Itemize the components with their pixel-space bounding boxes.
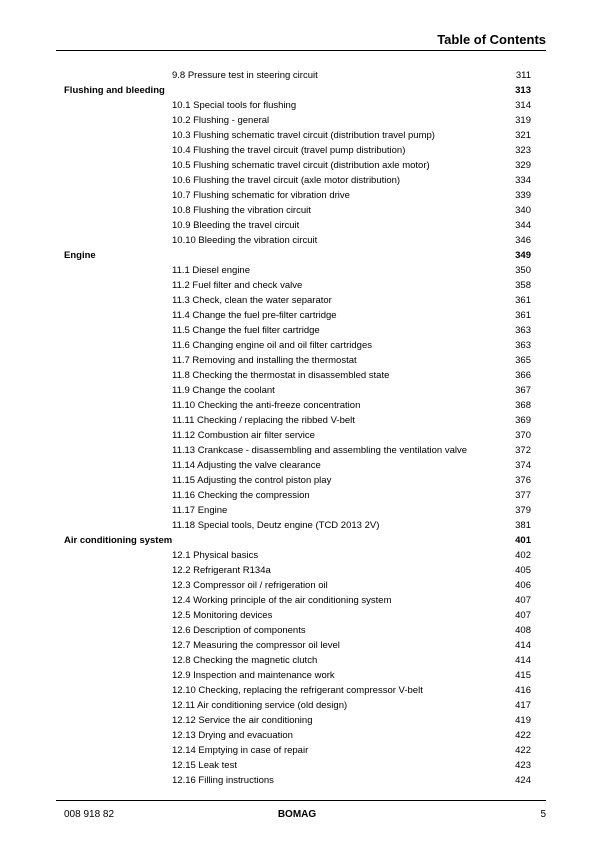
toc-entry-title: 12.7 Measuring the compressor oil level (172, 640, 340, 651)
toc-entry-title: 11.1 Diesel engine (172, 265, 250, 276)
toc-page-number: 415 (515, 670, 531, 681)
toc-page-number: 406 (515, 580, 531, 591)
toc-entry-row[interactable] (0, 653, 594, 668)
toc-entry-title: 11.11 Checking / replacing the ribbed V-belt (172, 415, 355, 426)
toc-page-number: 408 (515, 625, 531, 636)
toc-page-number: 423 (515, 760, 531, 771)
toc-entry-row[interactable] (0, 173, 594, 188)
toc-entry-row[interactable] (0, 218, 594, 233)
toc-page-number: 401 (515, 535, 531, 546)
toc-entry-title: 11.5 Change the fuel filter cartridge (172, 325, 320, 336)
header-rule (56, 50, 546, 51)
toc-entry-title: 12.16 Filling instructions (172, 775, 274, 786)
toc-entry-row[interactable] (0, 743, 594, 758)
toc-entry-title: 12.12 Service the air conditioning (172, 715, 313, 726)
toc-entry-title: 10.3 Flushing schematic travel circuit (distribution travel pump) (172, 130, 435, 141)
toc-entry-row[interactable] (0, 683, 594, 698)
toc-page-number: 323 (515, 145, 531, 156)
toc-entry-row[interactable] (0, 758, 594, 773)
toc-page-number: 419 (515, 715, 531, 726)
toc-page-number: 414 (515, 655, 531, 666)
toc-page-number: 311 (515, 70, 531, 81)
toc-entry-row[interactable] (0, 158, 594, 173)
toc-entry-row[interactable] (0, 308, 594, 323)
toc-page-number: 414 (515, 640, 531, 651)
toc-entry-title: 12.9 Inspection and maintenance work (172, 670, 335, 681)
toc-page-number: 358 (515, 280, 531, 291)
page-header-title: Table of Contents (437, 32, 546, 47)
toc-entry-title: 12.4 Working principle of the air conditioning system (172, 595, 392, 606)
toc-page-number: 407 (515, 595, 531, 606)
toc-entry-row[interactable] (0, 563, 594, 578)
toc-entry-title: 11.12 Combustion air filter service (172, 430, 315, 441)
toc-chapter-title: Flushing and bleeding (64, 85, 165, 96)
toc-entry-row[interactable] (0, 698, 594, 713)
toc-page-number: 368 (515, 400, 531, 411)
toc-page-number: 329 (515, 160, 531, 171)
toc-chapter-row[interactable] (0, 248, 594, 263)
toc-page-number: 377 (515, 490, 531, 501)
toc-page-number: 407 (515, 610, 531, 621)
toc-entry-row[interactable] (0, 608, 594, 623)
toc-page-number: 366 (515, 370, 531, 381)
toc-page-number: 417 (515, 700, 531, 711)
toc-entry-row[interactable] (0, 518, 594, 533)
toc-entry-title: 12.11 Air conditioning service (old design) (172, 700, 348, 711)
toc-entry-title: 10.1 Special tools for flushing (172, 100, 297, 111)
toc-entry-title: 11.3 Check, clean the water separator (172, 295, 332, 306)
toc-page-number: 416 (515, 685, 531, 696)
toc-entry-title: 9.8 Pressure test in steering circuit (172, 70, 318, 81)
toc-entry-title: 11.13 Crankcase - disassembling and assembling the ventilation valve (172, 445, 468, 456)
toc-entry-row[interactable] (0, 713, 594, 728)
toc-entry-title: 11.14 Adjusting the valve clearance (172, 460, 321, 471)
toc-entry-row[interactable] (0, 638, 594, 653)
toc-page-number: 344 (515, 220, 531, 231)
toc-entry-row[interactable] (0, 293, 594, 308)
toc-entry-title: 10.5 Flushing schematic travel circuit (distribution axle motor) (172, 160, 430, 171)
toc-page-number: 381 (515, 520, 531, 531)
toc-entry-title: 10.2 Flushing - general (172, 115, 270, 126)
toc-entry-title: 11.4 Change the fuel pre-filter cartridge (172, 310, 337, 321)
toc-entry-title: 10.10 Bleeding the vibration circuit (172, 235, 318, 246)
toc-entry-row[interactable] (0, 353, 594, 368)
toc-entry-title: 11.18 Special tools, Deutz engine (TCD 2013 2V) (172, 520, 380, 531)
toc-entry-title: 12.8 Checking the magnetic clutch (172, 655, 318, 666)
toc-entry-row[interactable] (0, 233, 594, 248)
toc-page-number: 376 (515, 475, 531, 486)
toc-entry-row[interactable] (0, 473, 594, 488)
toc-entry-title: 12.14 Emptying in case of repair (172, 745, 309, 756)
toc-entry-row[interactable] (0, 98, 594, 113)
toc-entry-title: 11.8 Checking the thermostat in disassembled state (172, 370, 390, 381)
toc-entry-title: 11.10 Checking the anti-freeze concentration (172, 400, 361, 411)
toc-entry-title: 10.4 Flushing the travel circuit (travel pump distribution) (172, 145, 406, 156)
toc-entry-row[interactable] (0, 773, 594, 788)
toc-entry-title: 11.7 Removing and installing the thermostat (172, 355, 357, 366)
toc-entry-row[interactable] (0, 368, 594, 383)
toc-chapter-title: Air conditioning system (64, 535, 173, 546)
toc-entry-title: 12.5 Monitoring devices (172, 610, 273, 621)
toc-page-number: 402 (515, 550, 531, 561)
footer-page-number: 5 (540, 809, 546, 820)
toc-entry-row[interactable] (0, 113, 594, 128)
toc-entry-row[interactable] (0, 488, 594, 503)
toc-entry-row[interactable] (0, 728, 594, 743)
footer-rule (56, 800, 546, 801)
toc-entry-row[interactable] (0, 323, 594, 338)
toc-entry-row[interactable] (0, 143, 594, 158)
toc-page-number: 424 (515, 775, 531, 786)
toc-entry-row[interactable] (0, 668, 594, 683)
toc-page-number: 321 (515, 130, 531, 141)
toc-entry-row[interactable] (0, 68, 594, 83)
footer-doc-number: 008 918 82 (64, 809, 115, 820)
toc-entry-row[interactable] (0, 188, 594, 203)
toc-entry-row[interactable] (0, 443, 594, 458)
table-of-contents (0, 68, 594, 788)
toc-entry-row[interactable] (0, 203, 594, 218)
toc-page-number: 405 (515, 565, 531, 576)
toc-page-number: 334 (515, 175, 531, 186)
toc-page-number: 319 (515, 115, 531, 126)
toc-page-number: 367 (515, 385, 531, 396)
toc-page-number: 365 (515, 355, 531, 366)
toc-page-number: 340 (515, 205, 531, 216)
toc-entry-row[interactable] (0, 623, 594, 638)
toc-page-number: 372 (515, 445, 531, 456)
toc-page-number: 374 (515, 460, 531, 471)
toc-chapter-title: Engine (64, 250, 96, 261)
toc-page-number: 422 (515, 730, 531, 741)
toc-entry-row[interactable] (0, 593, 594, 608)
toc-entry-row[interactable] (0, 428, 594, 443)
toc-entry-row[interactable] (0, 458, 594, 473)
toc-page-number: 349 (515, 250, 531, 261)
toc-entry-title: 11.15 Adjusting the control piston play (172, 475, 332, 486)
toc-entry-row[interactable] (0, 548, 594, 563)
footer-brand: BOMAG (277, 809, 317, 820)
toc-entry-row[interactable] (0, 263, 594, 278)
toc-page-number: 370 (515, 430, 531, 441)
toc-page-number: 314 (515, 100, 531, 111)
toc-entry-title: 10.8 Flushing the vibration circuit (172, 205, 311, 216)
toc-entry-row[interactable] (0, 578, 594, 593)
toc-chapter-row[interactable] (0, 533, 594, 548)
toc-page-number: 350 (515, 265, 531, 276)
toc-entry-row[interactable] (0, 383, 594, 398)
toc-entry-title: 11.16 Checking the compression (172, 490, 310, 501)
toc-entry-title: 12.1 Physical basics (172, 550, 259, 561)
toc-entry-row[interactable] (0, 278, 594, 293)
toc-entry-title: 11.6 Changing engine oil and oil filter cartridges (172, 340, 372, 351)
toc-entry-title: 12.2 Refrigerant R134a (172, 565, 271, 576)
toc-entry-title: 11.2 Fuel filter and check valve (172, 280, 303, 291)
toc-entry-title: 11.9 Change the coolant (172, 385, 275, 396)
toc-page-number: 379 (515, 505, 531, 516)
toc-page-number: 363 (515, 340, 531, 351)
toc-page-number: 339 (515, 190, 531, 201)
toc-page-number: 361 (515, 310, 531, 321)
toc-entry-title: 10.6 Flushing the travel circuit (axle motor distribution) (172, 175, 401, 186)
toc-entry-row[interactable] (0, 413, 594, 428)
toc-page-number: 369 (515, 415, 531, 426)
toc-page-number: 313 (515, 85, 531, 96)
toc-entry-title: 12.3 Compressor oil / refrigeration oil (172, 580, 328, 591)
toc-entry-title: 11.17 Engine (172, 505, 228, 516)
toc-entry-title: 10.7 Flushing schematic for vibration drive (172, 190, 350, 201)
toc-page-number: 361 (515, 295, 531, 306)
toc-entry-title: 12.6 Description of components (172, 625, 306, 636)
toc-entry-row[interactable] (0, 398, 594, 413)
toc-entry-title: 12.10 Checking, replacing the refrigerant compressor V-belt (172, 685, 423, 696)
toc-page-number: 422 (515, 745, 531, 756)
toc-entry-title: 10.9 Bleeding the travel circuit (172, 220, 300, 231)
toc-entry-title: 12.15 Leak test (172, 760, 237, 771)
toc-entry-title: 12.13 Drying and evacuation (172, 730, 293, 741)
toc-page-number: 363 (515, 325, 531, 336)
toc-entry-row[interactable] (0, 128, 594, 143)
toc-page-number: 346 (515, 235, 531, 246)
toc-chapter-row[interactable] (0, 83, 594, 98)
toc-entry-row[interactable] (0, 338, 594, 353)
toc-entry-row[interactable] (0, 503, 594, 518)
